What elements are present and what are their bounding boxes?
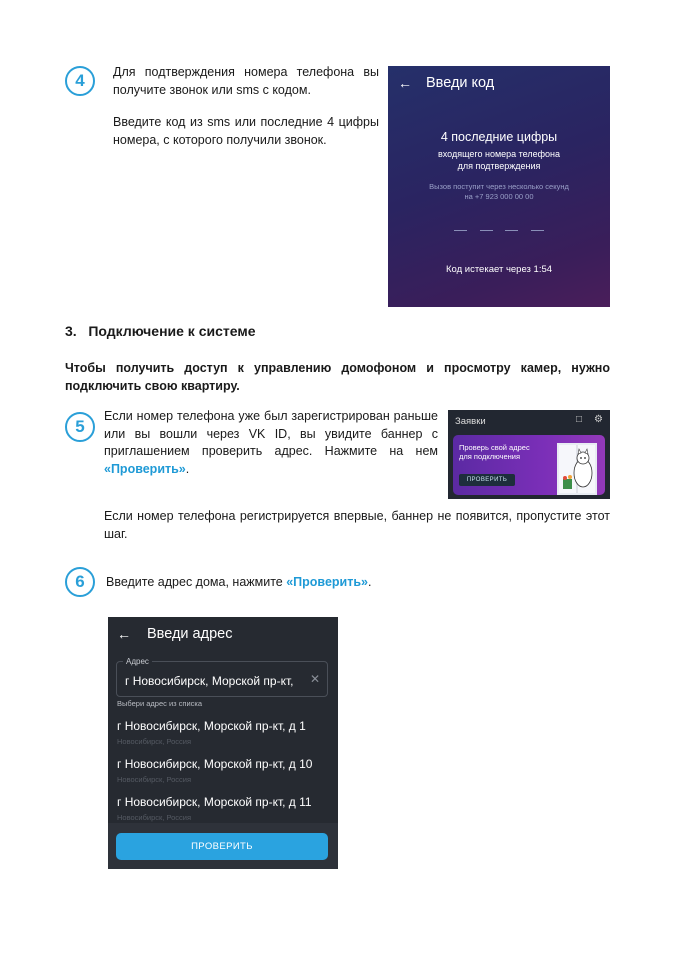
chat-icon[interactable]: □	[576, 414, 583, 425]
clear-icon[interactable]: ✕	[310, 672, 321, 686]
address-field-label: Адрес	[123, 657, 152, 666]
code-screen-heading: 4 последние цифры	[440, 130, 558, 144]
address-option[interactable]: г Новосибирск, Морской пр-кт, д 11	[117, 795, 312, 809]
step5-paragraph	[104, 408, 438, 478]
code-digit-slot[interactable]	[531, 230, 544, 231]
check-link: «Проверить»	[286, 575, 368, 589]
check-address-banner[interactable]	[453, 435, 605, 495]
code-digit-slot[interactable]	[454, 230, 467, 231]
window-illustration	[557, 443, 597, 495]
banner-screenshot	[448, 410, 610, 499]
address-screen-title: Введи адрес	[147, 626, 233, 642]
banner-text-line2: для подключения	[459, 452, 521, 461]
step6-end: .	[367, 575, 372, 589]
code-digit-slot[interactable]	[505, 230, 518, 231]
step4-paragraph-2: Введите код из sms или последние 4 цифры номера, с которого получили звонок.	[113, 115, 379, 147]
code-screen-title: Введи код	[426, 75, 495, 91]
code-screen-hint1: Вызов поступит через несколько секунд	[429, 182, 569, 191]
gear-icon[interactable]: ⚙	[594, 414, 603, 425]
code-screen-hint2: на +7 923 000 00 00	[464, 192, 534, 201]
address-option[interactable]: г Новосибирск, Морской пр-кт, д 1	[117, 719, 306, 733]
address-field-value[interactable]: г Новосибирск, Морской пр-кт,	[125, 674, 294, 688]
code-entry-screenshot	[388, 66, 610, 307]
code-screen-sub1: входящего номера телефона	[437, 149, 561, 159]
arrow-left-icon[interactable]: ←	[117, 626, 131, 642]
banner-text	[459, 443, 530, 461]
section-title: 3. Подключение к системе	[65, 323, 256, 339]
code-timer: Код истекает через 1:54	[445, 264, 553, 275]
address-option-sub: Новосибирск, Россия	[117, 737, 192, 746]
address-option[interactable]: г Новосибирск, Морской пр-кт, д 10	[117, 757, 313, 771]
step4-paragraph-1: Для подтверждения номера телефона вы получите звонок или sms с кодом.	[113, 65, 379, 97]
check-button[interactable]: ПРОВЕРИТЬ	[116, 833, 328, 860]
banner-check-button[interactable]: ПРОВЕРИТЬ	[459, 474, 515, 486]
step5-end: .	[185, 461, 190, 476]
step-number-5: 5	[65, 412, 95, 442]
banner-text-line1: Проверь свой адрес	[459, 443, 530, 452]
requests-header: Заявки	[455, 416, 486, 427]
address-option-sub: Новосибирск, Россия	[117, 775, 192, 784]
code-screen-sub2: для подтверждения	[457, 161, 541, 171]
step5-note: Если номер телефона регистрируется впервые, баннер не появится, пропустите этот шаг.	[104, 509, 610, 541]
arrow-left-icon[interactable]: ←	[398, 75, 412, 91]
code-digit-slot[interactable]	[480, 230, 493, 231]
step-number-4: 4	[65, 66, 95, 96]
address-option-sub: Новосибирск, Россия	[117, 813, 192, 822]
step-number-6: 6	[65, 567, 95, 597]
step6-text: Введите адрес дома, нажмите	[106, 575, 287, 589]
address-list-hint: Выбери адрес из списка	[117, 699, 203, 708]
section-intro: Чтобы получить доступ к управлению домофоном и просмотру камер, нужно подключить свою квартиру.	[65, 361, 610, 393]
step6-paragraph	[106, 574, 506, 592]
step5-text: Если номер телефона уже был зарегистрирован раньше или вы вошли через VK ID, вы увидите баннер с приглашением проверить адрес. Нажмите на нем	[104, 409, 438, 458]
check-link: «Проверить»	[104, 461, 186, 476]
address-screenshot	[108, 617, 338, 869]
